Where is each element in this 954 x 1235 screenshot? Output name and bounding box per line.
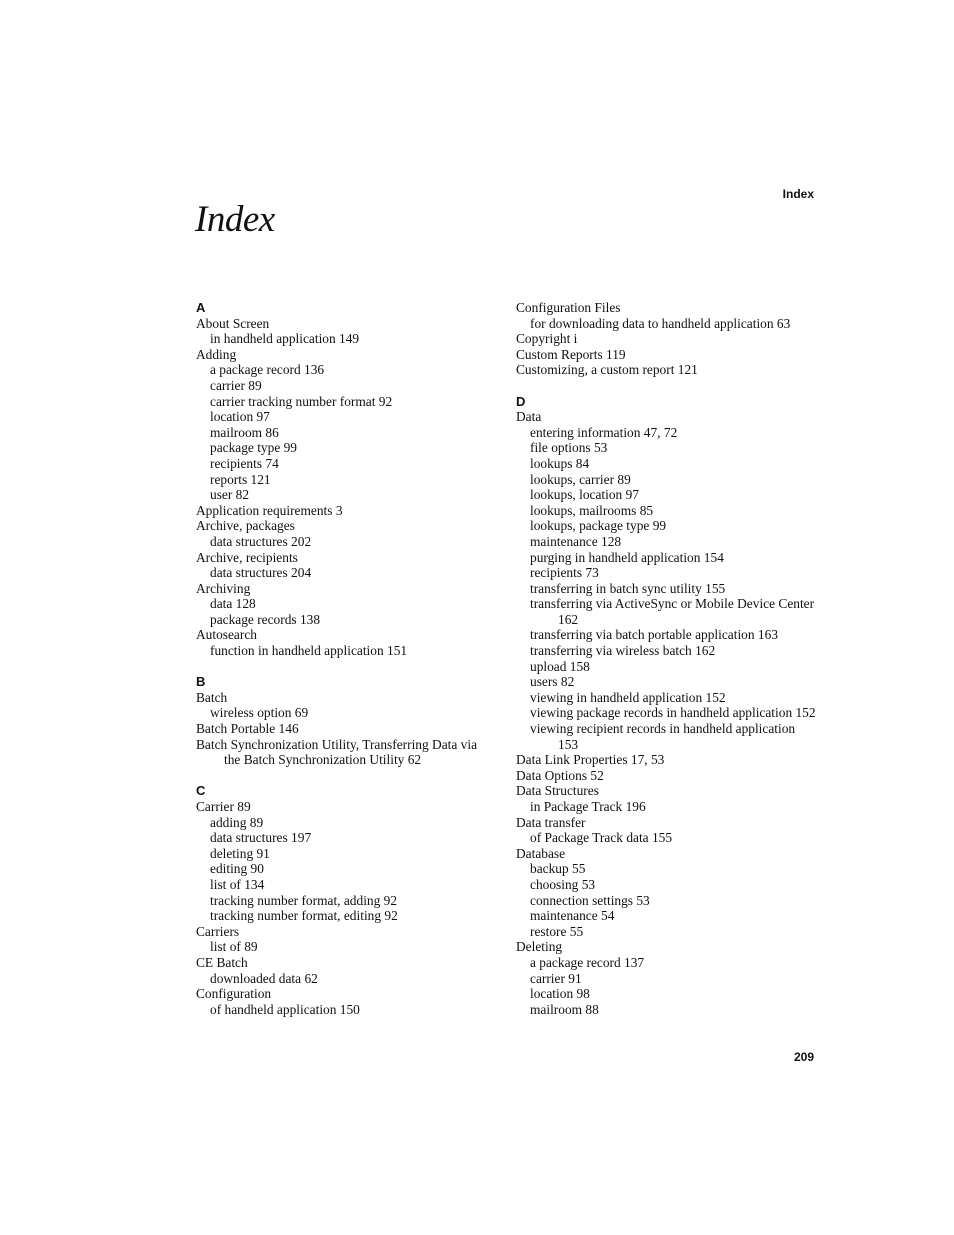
index-subentry: mailroom 88 [530,1001,599,1017]
index-section [516,394,816,1018]
index-entry: Data [516,409,542,425]
index-column-right [516,300,816,1017]
index-entry: Batch Synchronization Utility, Transferring Data via the Batch Synchronization Utility 62 [196,736,478,768]
index-subentry: mailroom 86 [210,424,279,440]
index-subentry: adding 89 [210,814,264,830]
index-subentry: a package record 136 [210,362,325,378]
index-entry: Autosearch [196,627,257,643]
index-subentry: in Package Track 196 [530,799,646,814]
index-entry: Archive, recipients [196,549,298,565]
index-entry: Data transfer [516,814,586,830]
index-subentry: data structures 197 [210,830,312,846]
index-subentry: deleting 91 [210,845,270,861]
index-subentry: recipients 73 [530,565,599,581]
index-subentry: carrier tracking number format 92 [210,393,393,409]
index-entry: About Screen [196,315,270,331]
index-entry: Carrier 89 [196,799,251,814]
index-subentry: in handheld application 149 [210,331,360,347]
index-subentry: data 128 [210,596,256,612]
index-column-left [196,300,496,1017]
index-subentry: lookups, carrier 89 [530,471,631,487]
index-subentry: location 97 [210,409,270,425]
index-entry: Data Link Properties 17, 53 [516,752,665,768]
index-entry: CE Batch [196,954,248,970]
index-subentry: recipients 74 [210,455,279,471]
index-subentry: entering information 47, 72 [530,424,678,440]
page-number: 209 [793,1050,814,1064]
page-title: Index [195,199,275,240]
index-subentry: connection settings 53 [530,892,650,908]
section-letter: A [196,300,206,315]
index-subentry: package records 138 [210,611,321,627]
index-subentry: tracking number format, editing 92 [210,908,398,924]
index-subentry: tracking number format, adding 92 [210,892,398,908]
index-subentry: users 82 [530,674,575,690]
index-subentry: viewing package records in handheld application 152 [530,705,816,721]
index-subentry: carrier 91 [530,970,582,986]
index-subentry: data structures 204 [210,565,312,581]
index-subentry: backup 55 [530,861,586,877]
index-entry: Application requirements 3 [196,502,343,518]
index-subentry: package type 99 [210,440,297,456]
index-section [196,783,496,1017]
index-entry: Deleting [516,939,563,955]
index-subentry: maintenance 128 [530,533,622,549]
index-subentry: list of 89 [210,939,258,955]
index-subentry: function in handheld application 151 [210,643,408,659]
index-subentry: transferring via ActiveSync or Mobile Device Center 162 [530,596,815,627]
index-subentry: lookups 84 [530,455,590,471]
index-entry: Custom Reports 119 [516,346,626,362]
index-subentry: of Package Track data 155 [530,830,673,846]
index-entry: Carriers [196,923,240,939]
section-letter: B [196,674,206,690]
index-subentry: carrier 89 [210,377,262,393]
index-subentry: downloaded data 62 [210,970,318,986]
index-subentry: user 82 [210,487,250,503]
index-entry: Copyright i [516,331,578,347]
index-entry: Configuration Files [516,300,621,315]
index-entry: Database [516,845,566,861]
index-entry: Batch Portable 146 [196,721,299,737]
index-subentry: restore 55 [530,923,584,939]
index-subentry: transferring via batch portable application 163 [530,627,779,643]
index-entry: Archive, packages [196,518,295,534]
section-letter: D [516,393,526,409]
index-subentry: lookups, location 97 [530,487,639,503]
index-section [196,300,496,659]
index-subentry: upload 158 [530,658,590,674]
index-subentry: transferring in batch sync utility 155 [530,580,726,596]
index-subentry: reports 121 [210,471,271,487]
index-entry: Customizing, a custom report 121 [516,362,698,378]
index-subentry: list of 134 [210,876,265,892]
index-subentry: viewing in handheld application 152 [530,689,726,705]
index-subentry: lookups, package type 99 [530,518,667,534]
index-entry: Adding [196,346,237,362]
index-subentry: a package record 137 [530,954,645,970]
index-entry: Archiving [196,580,251,596]
index-subentry: editing 90 [210,861,264,877]
index-subentry: maintenance 54 [530,908,615,924]
index-subentry: location 98 [530,986,590,1002]
running-header: Index [782,187,814,201]
index-subentry: data structures 202 [210,533,312,549]
index-section [196,674,496,768]
index-subentry: purging in handheld application 154 [530,549,724,565]
index-subentry: transferring via wireless batch 162 [530,643,716,659]
index-subentry: wireless option 69 [210,705,309,721]
section-letter: C [196,783,206,799]
index-subentry: for downloading data to handheld application 63 [530,315,791,331]
index-section [516,300,816,378]
index-entry: Batch [196,689,228,705]
index-entry: Configuration [196,986,272,1002]
index-subentry: of handheld application 150 [210,1001,360,1017]
index-subentry: viewing recipient records in handheld application 153 [530,721,796,752]
index-subentry: choosing 53 [530,876,596,892]
index-entry: Data Options 52 [516,767,604,783]
index-subentry: lookups, mailrooms 85 [530,502,654,518]
index-entry: Data Structures [516,783,599,799]
index-subentry: file options 53 [530,440,608,456]
